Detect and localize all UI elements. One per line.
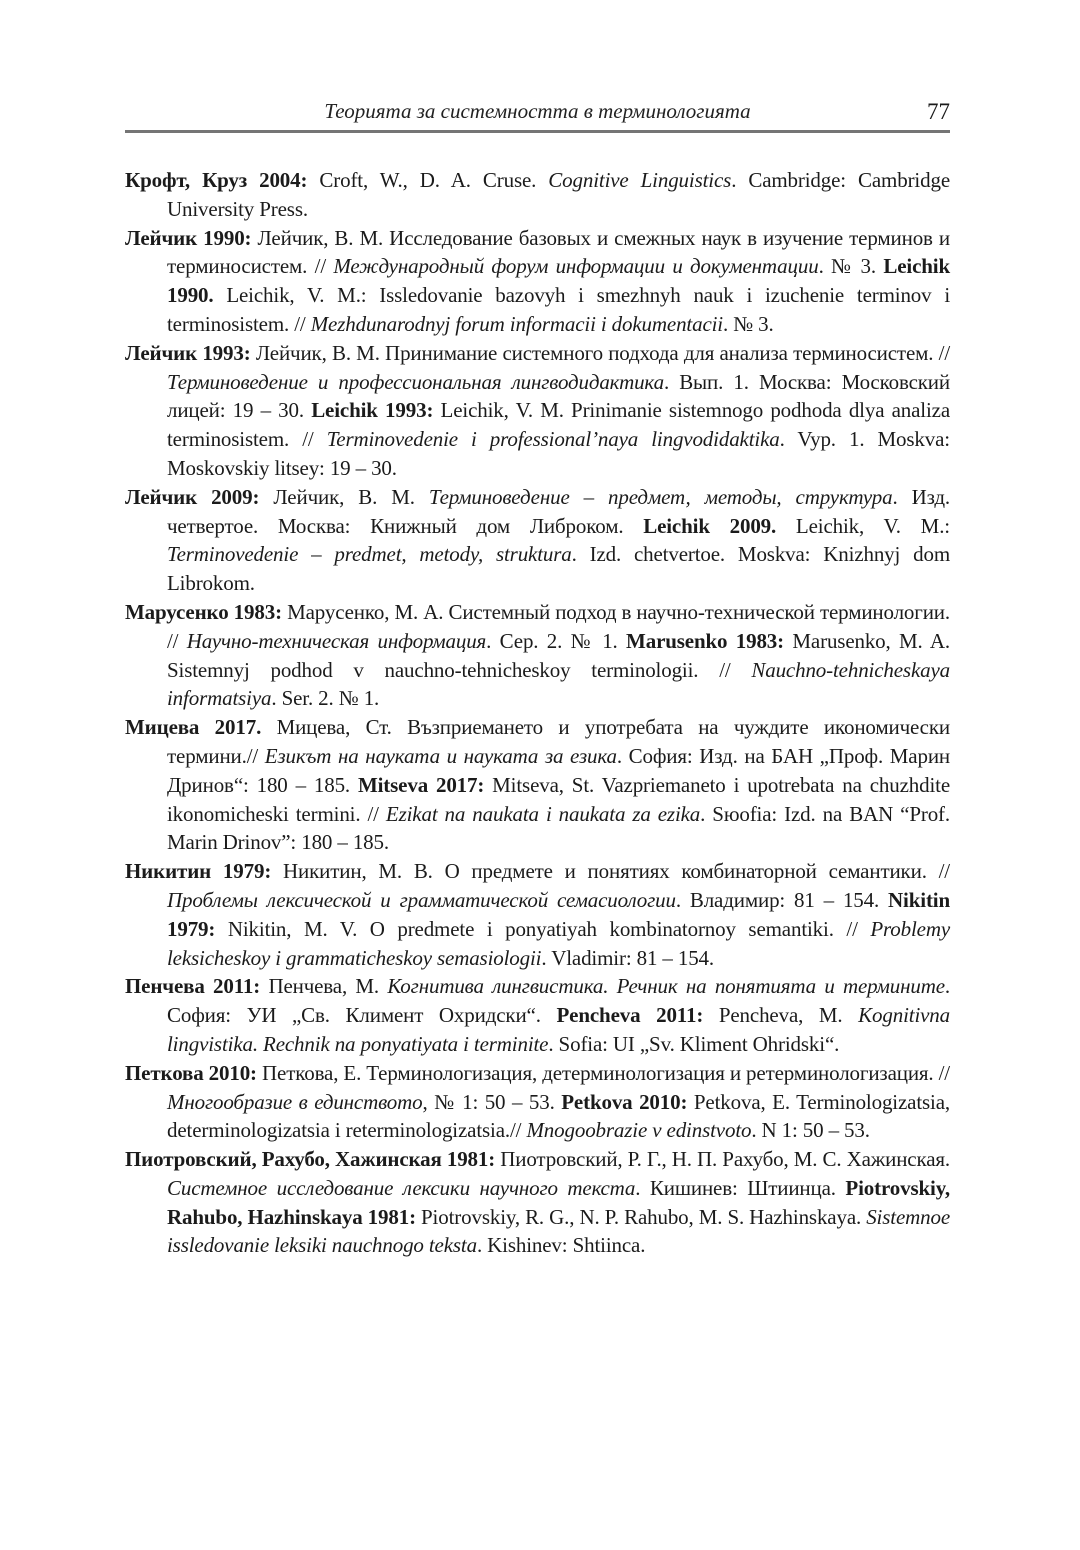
reference-segment: Piotrovskiy, Rahubo, Hazhinskaya 1981: xyxy=(167,1175,950,1229)
reference-segment: . № 3. xyxy=(818,254,884,279)
reference-segment: Системное исследование лексики научного текста xyxy=(167,1175,636,1200)
reference-segment: Лейчик, В. М. xyxy=(273,484,429,509)
reference-segment: . Cambridge: Cambridge University Press. xyxy=(167,168,950,221)
reference-segment: Лейчик 2009: xyxy=(125,484,274,509)
reference-segment: . Sofia: UI „Sv. Kliment Ohridski“. xyxy=(548,1031,840,1056)
reference-segment: Petkova, E. Terminologizatsia, determinologizatsia i reterminologizatsia.// xyxy=(167,1089,950,1143)
reference-segment: Лейчик 1990: xyxy=(125,225,258,250)
reference-segment: Лейчик, В. М. Исследование базовых и смежных наук в изучение терминов и терминосистем. // xyxy=(167,225,950,279)
reference-entry xyxy=(125,857,950,972)
reference-entry xyxy=(125,598,950,713)
page-header xyxy=(125,96,950,127)
reference-segment: Научно-техническая информация xyxy=(186,628,487,653)
reference-segment: . София: Изд. на БАН „Проф. Марин Дринов“: 180 – 185. xyxy=(167,743,951,797)
reference-segment: Mitseva 2017: xyxy=(357,772,493,797)
reference-segment: Лейчик, В. М. Принимание системного подхода для анализа терминосистем. // xyxy=(255,340,951,365)
reference-entry xyxy=(125,713,950,857)
reference-segment: Терминоведение – предмет, методы, структура xyxy=(428,484,893,509)
reference-segment: . Кишинев: Штиинца. xyxy=(635,1175,846,1200)
reference-segment: Nikitin, M. V. O predmete i ponyatiyah kombinatornoy semantiki. // xyxy=(227,916,871,941)
reference-segment: Pencheva, M. xyxy=(718,1003,859,1028)
reference-segment: . Izd. chetvertoe. Moskva: Knizhnyj dom Librokom. xyxy=(167,542,950,596)
reference-segment: Mitseva, St. Vazpriemaneto i upotrebata na chuzhdite ikonomicheski termini. // xyxy=(167,772,950,826)
reference-segment: Многообразие в единството xyxy=(167,1089,423,1114)
reference-segment: Sistemnoe issledovanie leksiki nauchnogo teksta xyxy=(167,1204,951,1258)
reference-segment: . Vladimir: 81 – 154. xyxy=(541,945,714,970)
reference-segment: Никитин, М. В. О предмете и понятиях комбинаторной семантики. // xyxy=(283,859,950,884)
reference-segment: Cognitive Linguistics xyxy=(548,168,732,192)
reference-segment: Croft, W., D. A. Cruse. xyxy=(319,168,549,192)
reference-segment: Leichik, V. M.: Issledovanie bazovyh i smezhnyh nauk i izuchenie terminov i terminosistem. // xyxy=(167,283,951,336)
page-number: 77 xyxy=(927,99,950,124)
reference-entry xyxy=(125,972,950,1058)
reference-segment: Terminovedenie – predmet, metody, struktura xyxy=(167,542,572,567)
reference-entry xyxy=(125,166,950,224)
reference-segment: Петкова 2010: xyxy=(125,1060,263,1085)
reference-segment: Мицева, Ст. Възприемането и употребата на чуждите икономически термини.// xyxy=(167,715,950,768)
reference-segment: Mezhdunarodnyj forum informacii i dokumentacii xyxy=(310,311,723,336)
reference-segment: . Изд. четвертое. Москва: Книжный дом Либроком. xyxy=(167,484,950,538)
reference-segment: Nauchno-tehnicheskaya informatsiya xyxy=(167,657,950,711)
reference-segment: Piotrovskiy, R. G., N. P. Rahubo, M. S. Hazhinskaya. xyxy=(421,1204,867,1229)
reference-segment: Problemy leksicheskoy i grammaticheskoy semasiologii xyxy=(167,916,951,970)
reference-segment: Петкова, Е. Терминологизация, детерминологизация и ретерминологизация. // xyxy=(262,1060,950,1085)
header-rule xyxy=(125,130,950,133)
reference-segment: Pencheva 2011: xyxy=(556,1003,719,1028)
reference-segment: Petkova 2010: xyxy=(561,1089,694,1114)
reference-segment: . Kishinev: Shtiinca. xyxy=(476,1233,646,1258)
reference-segment: Когнитива лингвистика. Речник на понятията и термините xyxy=(387,974,945,999)
text-block xyxy=(125,96,950,1260)
reference-segment: . № 3. xyxy=(723,311,774,336)
reference-segment: . Владимир: 81 – 154. xyxy=(675,887,889,912)
reference-segment: Езикът на науката и науката за езика xyxy=(264,743,617,768)
reference-segment: Mnogoobrazie v edinstvoto xyxy=(526,1118,752,1143)
reference-segment: Пиотровский, Р. Г., Н. П. Рахубо, М. С. Хажинская. xyxy=(500,1147,950,1172)
reference-segment: Leichik, V. M. Prinimanie sistemnogo podhoda dlya analiza terminosistem. // xyxy=(167,398,950,452)
reference-segment: Leichik 1990. xyxy=(167,254,950,308)
reference-segment: Марусенко 1983: xyxy=(125,599,288,624)
reference-entry xyxy=(125,224,950,339)
reference-segment: Лейчик 1993: xyxy=(125,340,256,365)
reference-entry xyxy=(125,339,950,483)
reference-segment: Nikitin 1979: xyxy=(167,887,951,941)
reference-segment: Крофт, Круз 2004: xyxy=(125,168,320,192)
reference-segment: , № 1: 50 – 53. xyxy=(422,1089,562,1114)
reference-segment: Международный форум информации и документации xyxy=(333,254,819,279)
reference-segment: Терминоведение и профессиональная лингводидактика xyxy=(167,369,664,394)
reference-segment: Марусенко, М. А. Системный подход в научно-технической терминологии. // xyxy=(167,599,950,653)
reference-list xyxy=(125,166,950,1260)
reference-segment: Проблемы лексической и грамматической семасиологии xyxy=(167,887,676,912)
reference-segment: Leichik 1993: xyxy=(311,398,441,423)
reference-segment: Kognitivna lingvistika. Rechnik na ponyatiyata i terminite xyxy=(167,1003,951,1056)
reference-segment: Terminovedenie i professional’naya lingvodidaktika xyxy=(326,427,780,452)
reference-segment: Пиотровский, Рахубо, Хажинская 1981: xyxy=(125,1147,501,1172)
reference-segment: . Вып. 1. Москва: Московский лицей: 19 – 30. xyxy=(167,369,950,423)
reference-segment: Marusenko 1983: xyxy=(626,628,793,653)
reference-segment: Marusenko, M. A. Sistemnyj podhod v nauchno-tehnicheskoy terminologii. // xyxy=(167,628,950,682)
reference-entry xyxy=(125,1059,950,1145)
reference-segment: . N 1: 50 – 53. xyxy=(751,1118,870,1143)
reference-segment: Ezikat na naukata i naukata za ezika xyxy=(385,801,701,826)
reference-entry xyxy=(125,1145,950,1260)
reference-entry xyxy=(125,483,950,598)
reference-segment: Leichik 2009. xyxy=(643,513,796,538)
reference-segment: . Сер. 2. № 1. xyxy=(486,628,627,653)
reference-segment: Leichik, V. M.: xyxy=(795,513,950,538)
reference-segment: . Sюofia: Izd. na BAN “Prof. Marin Drinov”: 180 – 185. xyxy=(167,801,950,855)
reference-segment: Пенчева 2011: xyxy=(125,974,269,999)
reference-segment: Пенчева, М. xyxy=(268,974,388,999)
running-title: Теорията за системността в терминологията xyxy=(324,99,751,123)
reference-segment: Мицева 2017. xyxy=(125,715,277,740)
reference-segment: . София: УИ „Св. Климент Охридски“. xyxy=(167,974,950,1028)
reference-segment: . Ser. 2. № 1. xyxy=(271,686,380,711)
reference-segment: . Vyp. 1. Moskva: Moskovskiy litsey: 19 – 30. xyxy=(167,427,950,480)
reference-segment: Никитин 1979: xyxy=(125,859,283,884)
